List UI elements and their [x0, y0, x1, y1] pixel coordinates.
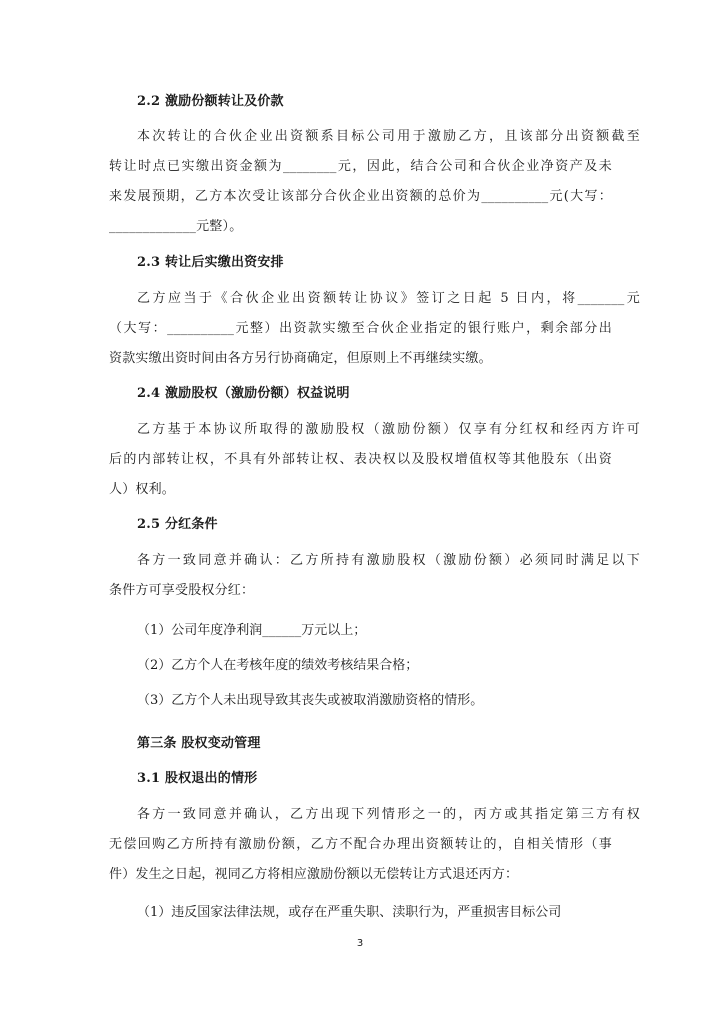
list-item: （2）乙方个人在考核年度的绩效考核结果合格； [137, 658, 419, 673]
paragraph-line: 来发展预期，乙方本次受让该部分合伙企业出资额的总价为__________元(大写： [109, 189, 612, 204]
paragraph-2-4 [109, 415, 640, 505]
paragraph-line: 乙方应当于《合伙企业出资额转让协议》签订之日起 5 日内，将_______元 [137, 291, 640, 306]
page-number: 3 [356, 938, 364, 949]
paragraph-line: （大写：__________元整）出资款实缴至合伙企业指定的银行账户，剩余部分出 [109, 321, 612, 336]
section-heading-3-1: 3.1 股权退出的情形 [137, 771, 258, 786]
paragraph-line: 件）发生之日起，视同乙方将相应激励份额以无偿转让方式退还丙方： [109, 867, 519, 882]
list-item: （1）公司年度净利润______万元以上； [137, 623, 367, 638]
paragraph-2-2 [109, 122, 640, 242]
section-heading-2-5: 2.5 分红条件 [137, 517, 218, 532]
paragraph-line: 转让时点已实缴出资金额为________元，因此，结合公司和合伙企业净资产及未 [109, 159, 612, 174]
paragraph-line: 无偿回购乙方所持有激励份额，乙方不配合办理出资额转让的，自相关情形（事 [109, 837, 612, 852]
paragraph-line: 后的内部转让权，不具有外部转让权、表决权以及股权增值权等其他股东（出资 [109, 452, 612, 467]
paragraph-line: 本次转让的合伙企业出资额系目标公司用于激励乙方，且该部分出资额截至 [137, 129, 640, 144]
paragraph-3-1 [109, 800, 640, 890]
list-item: （1）违反国家法律法规，或存在严重失职、渎职行为，严重损害目标公司 [137, 905, 562, 920]
paragraph-line: 乙方基于本协议所取得的激励股权（激励份额）仅享有分红权和经丙方许可 [137, 422, 640, 437]
section-heading-2-3: 2.3 转让后实缴出资安排 [137, 255, 284, 270]
paragraph-line: 人）权利。 [109, 482, 176, 497]
paragraph-line: 各方一致同意并确认，乙方出现下列情形之一的，丙方或其指定第三方有权 [137, 807, 640, 822]
paragraph-line: _____________元整）。 [109, 219, 243, 234]
paragraph-2-5 [109, 546, 640, 606]
paragraph-line: 资款实缴出资时间由各方另行协商确定，但原则上不再继续实缴。 [109, 351, 492, 366]
paragraph-line: 条件方可享受股权分红： [109, 583, 255, 598]
paragraph-2-3 [109, 284, 640, 374]
article-heading-3: 第三条 股权变动管理 [137, 736, 261, 751]
list-item: （3）乙方个人未出现导致其丧失或被取消激励资格的情形。 [137, 693, 484, 708]
section-heading-2-2: 2.2 激励份额转让及价款 [137, 94, 284, 109]
section-heading-2-4: 2.4 激励股权（激励份额）权益说明 [137, 386, 350, 401]
paragraph-line: 各方一致同意并确认：乙方所持有激励股权（激励份额）必须同时满足以下 [137, 553, 640, 568]
